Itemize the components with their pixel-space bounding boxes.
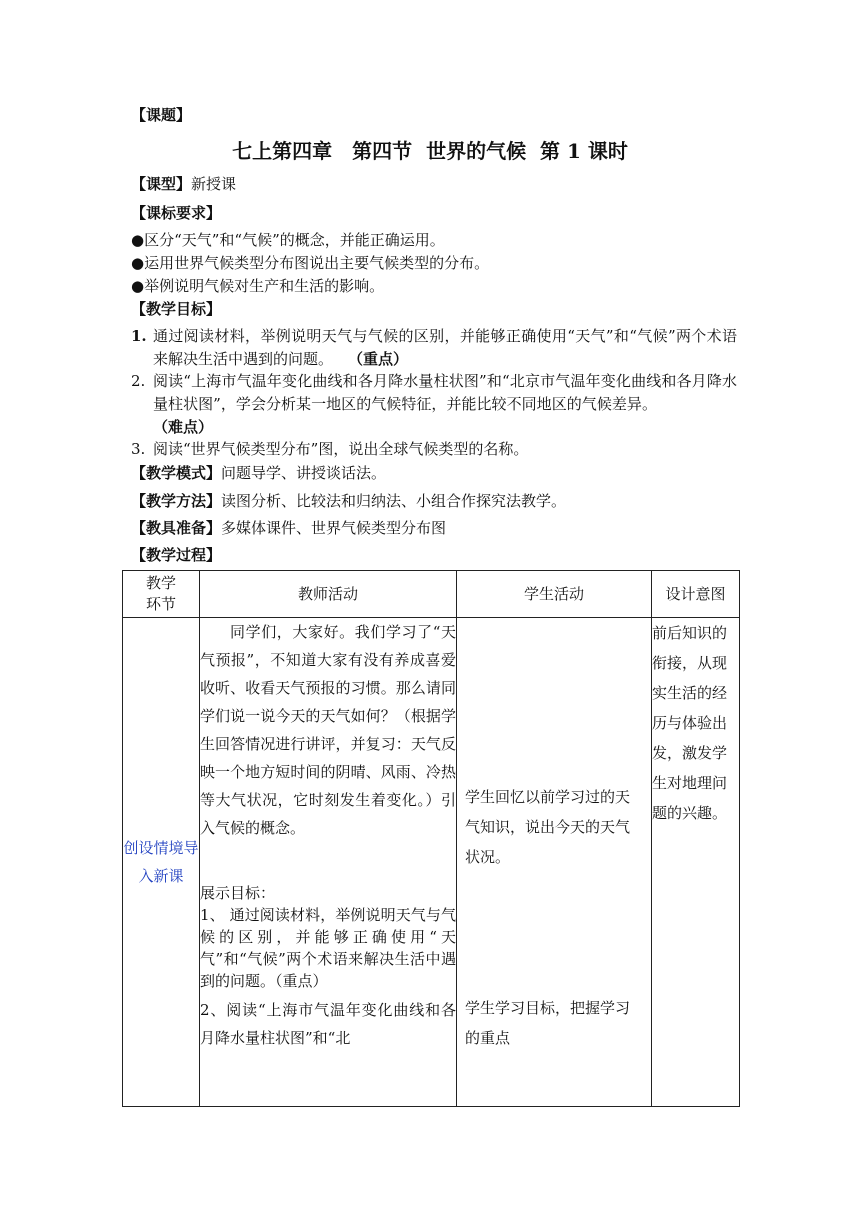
objective-number: 3. bbox=[131, 440, 146, 458]
objective-text: 阅读“上海市气温年变化曲线和各月降水量柱状图”和“北京市气温年变化曲线和各月降水量柱状图”，学会分析某一地区的气候特征，并能比较不同地区的气候差异。 bbox=[153, 372, 737, 413]
objective-item bbox=[131, 438, 737, 461]
standard-item: ●区分“天气”和“气候”的概念，并能正确运用。 bbox=[131, 231, 445, 249]
teaching-method-value: 读图分析、比较法和归纳法、小组合作探究法教学。 bbox=[221, 492, 567, 510]
stage-cell: 创设情境导入新课 bbox=[123, 618, 200, 1107]
header-stage: 教学 环节 bbox=[123, 571, 200, 618]
teacher-goal-1: 1、 通过阅读材料，举例说明天气与气候的区别，并能够正确使用“天气”和“气候”两个术语来解决生活中遇到的问题。（重点） bbox=[200, 906, 456, 990]
student-activity-2: 学生学习目标，把握学习的重点 bbox=[465, 999, 631, 1047]
teacher-intro-text: 同学们，大家好。我们学习了“天气预报”，不知道大家有没有养成喜爱收听、收看天气预报的习惯。那么请同学们说一说今天的天气如何？（根据学生回答情况进行讲评，并复习：天气反映一个地方短时间的阴晴、风雨、冷热等大气状况，它时刻发生着变化。）引入气候的概念。 bbox=[200, 623, 456, 837]
standard-item: ●运用世界气候类型分布图说出主要气候类型的分布。 bbox=[131, 254, 490, 272]
objective-item bbox=[131, 325, 737, 371]
teaching-process-table bbox=[122, 570, 740, 1107]
objective-text: 通过阅读材料，举例说明天气与气候的区别，并能够正确使用“天气”和“气候”两个术语来解决生活中遇到的问题。 bbox=[153, 327, 737, 368]
topic-label: 【课题】 bbox=[131, 106, 192, 124]
table-row bbox=[123, 618, 740, 1107]
objective-number: 2. bbox=[131, 372, 146, 390]
process-label: 【教学过程】 bbox=[131, 546, 222, 564]
teacher-goal-2: 2、阅读“上海市气温年变化曲线和各月降水量柱状图”和“北 bbox=[200, 1001, 456, 1047]
standards-label: 【课标要求】 bbox=[131, 204, 222, 222]
objective-item bbox=[131, 370, 737, 439]
lesson-title: 七上第四章 第四节 世界的气候 第 1 课时 bbox=[232, 139, 628, 163]
teaching-mode-label: 【教学模式】 bbox=[131, 464, 222, 482]
objective-number: 1. bbox=[131, 327, 147, 345]
lesson-type-value: 新授课 bbox=[191, 175, 237, 193]
teaching-tools-value: 多媒体课件、世界气候类型分布图 bbox=[221, 519, 447, 537]
teaching-tools-label: 【教具准备】 bbox=[131, 519, 222, 537]
header-design-intent: 设计意图 bbox=[652, 571, 740, 618]
teacher-goal-title: 展示目标： bbox=[200, 884, 276, 902]
lesson-type-line bbox=[131, 173, 236, 195]
teacher-activity-cell bbox=[200, 618, 457, 1107]
header-student-activity: 学生活动 bbox=[457, 571, 652, 618]
teaching-method-line bbox=[131, 490, 566, 512]
header-teacher-activity: 教师活动 bbox=[200, 571, 457, 618]
teaching-method-label: 【教学方法】 bbox=[131, 492, 222, 510]
objective-text: 阅读“世界气候类型分布”图，说出全球气候类型的名称。 bbox=[153, 440, 529, 458]
lesson-type-label: 【课型】 bbox=[131, 175, 192, 193]
objectives-label: 【教学目标】 bbox=[131, 300, 222, 318]
teaching-tools-line bbox=[131, 517, 446, 539]
objective-tag: （重点） bbox=[355, 350, 409, 368]
student-activity-1: 学生回忆以前学习过的天气知识，说出今天的天气状况。 bbox=[465, 788, 631, 866]
teaching-mode-value: 问题导学、讲授谈话法。 bbox=[221, 464, 387, 482]
teaching-mode-line bbox=[131, 462, 386, 484]
table-header-row bbox=[123, 571, 740, 618]
design-intent-cell: 前后知识的衔接，从现实生活的经历与体验出发，激发学生对地理问题的兴趣。 bbox=[652, 618, 740, 1107]
standard-item: ●举例说明气候对生产和生活的影响。 bbox=[131, 277, 385, 295]
objective-tag: （难点） bbox=[153, 418, 214, 436]
student-activity-cell bbox=[457, 618, 652, 1107]
